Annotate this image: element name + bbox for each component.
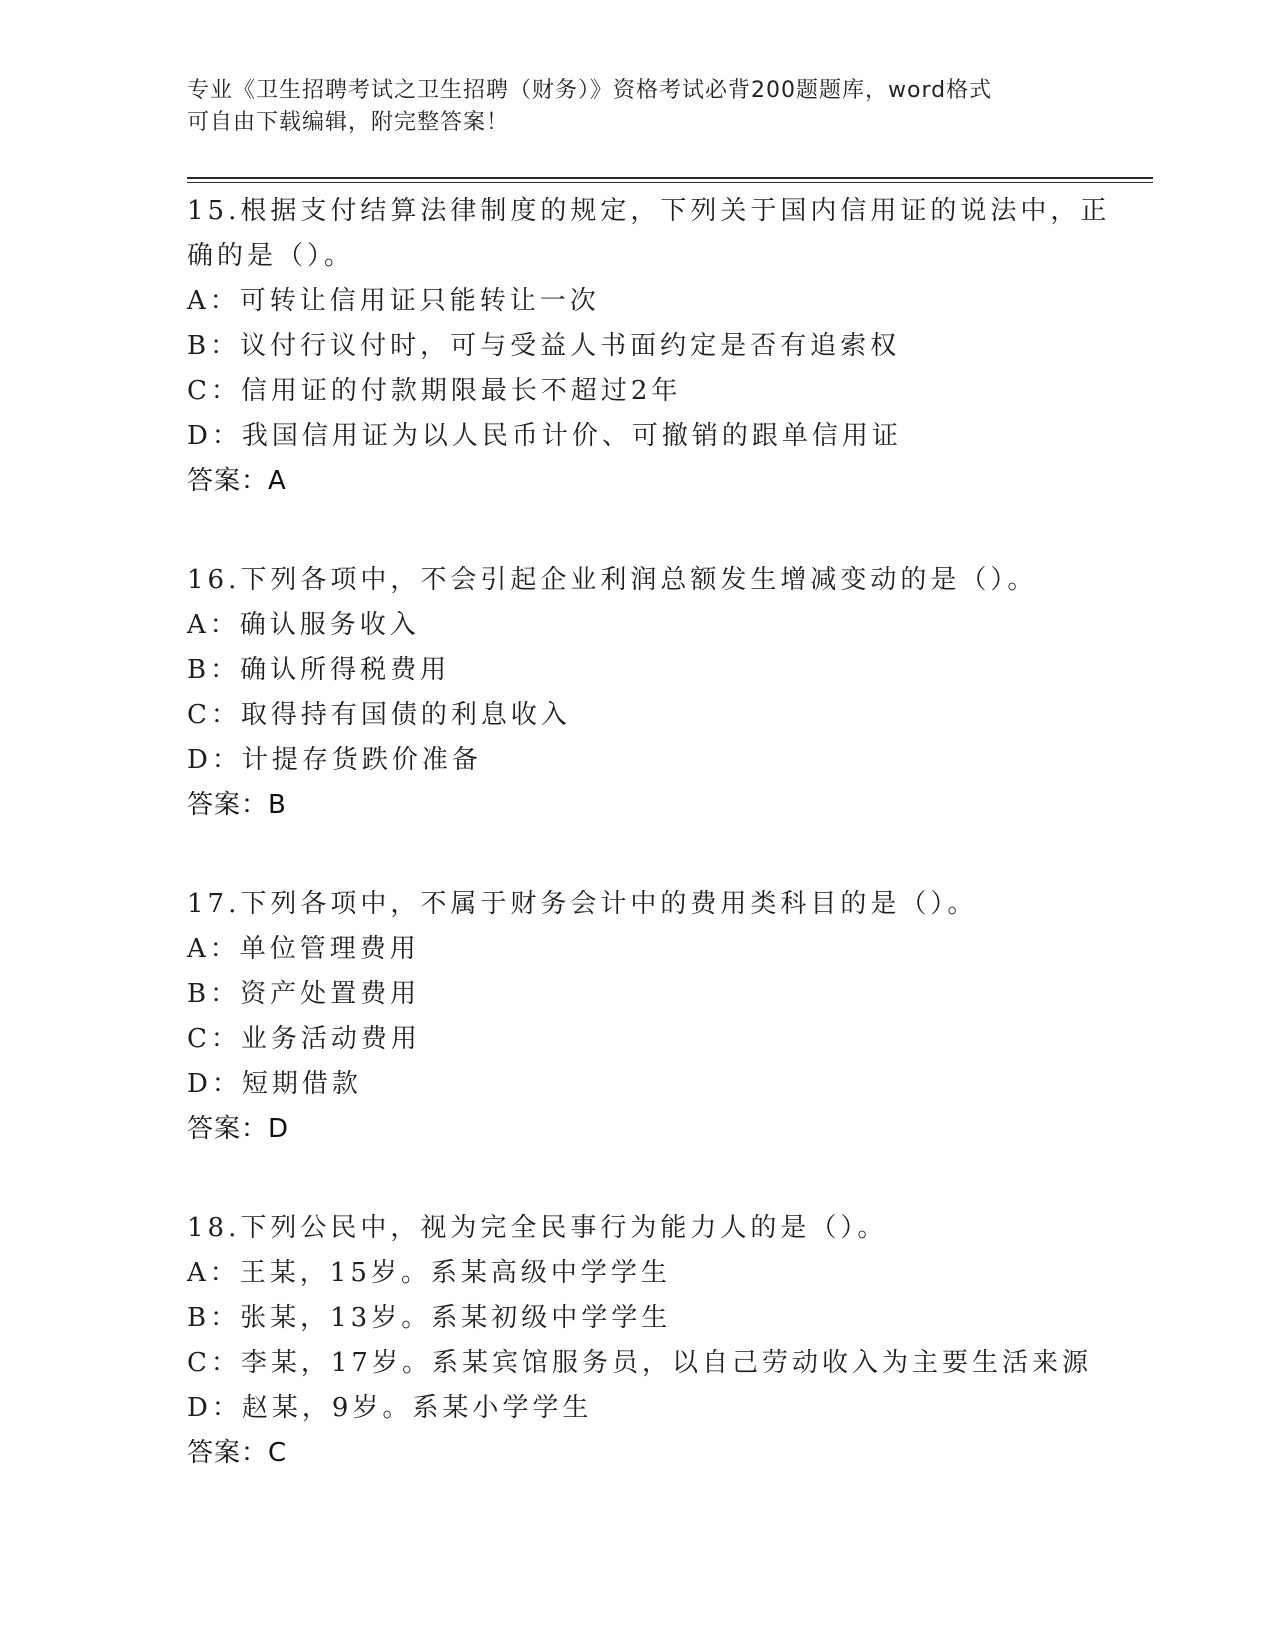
option-b: B：议付行议付时，可与受益人书面约定是否有追索权 <box>187 331 901 361</box>
question-stem: 18.下列公民中，视为完全民事行为能力人的是（）。 <box>187 1213 888 1243</box>
option-c: C：业务活动费用 <box>187 1024 421 1054</box>
option-a: A：确认服务收入 <box>187 610 420 640</box>
header-line-1: 专业《卫生招聘考试之卫生招聘（财务）》资格考试必背200题题库，word格式 <box>187 78 993 103</box>
question-stem: 17.下列各项中，不属于财务会计中的费用类科目的是（）。 <box>187 889 978 919</box>
option-a: A：王某，15岁。系某高级中学学生 <box>187 1258 671 1288</box>
question-18 <box>187 1206 1092 1476</box>
option-d: D：计提存货跌价准备 <box>187 745 482 775</box>
question-stem: 16.下列各项中，不会引起企业利润总额发生增减变动的是（）。 <box>187 565 1038 595</box>
question-stem-continued: 确的是（）。 <box>187 241 355 271</box>
option-d: D：短期借款 <box>187 1069 362 1099</box>
option-b: B：确认所得税费用 <box>187 655 451 685</box>
option-a: A：可转让信用证只能转让一次 <box>187 286 600 316</box>
question-17 <box>187 882 1087 1152</box>
question-list <box>187 189 1111 1530</box>
answer-label: 答案：D <box>187 1114 290 1144</box>
header-divider-thick <box>187 177 1153 179</box>
header-line-2: 可自由下载编辑，附完整答案！ <box>187 110 510 135</box>
question-16 <box>187 558 1087 828</box>
header-divider-thin <box>187 182 1153 183</box>
answer-label: 答案：A <box>187 466 287 496</box>
question-stem: 15.根据支付结算法律制度的规定，下列关于国内信用证的说法中，正 <box>187 196 1111 226</box>
document-header <box>187 75 1067 139</box>
option-b: B：张某，13岁。系某初级中学学生 <box>187 1303 672 1333</box>
option-c: C：取得持有国债的利息收入 <box>187 700 571 730</box>
answer-label: 答案：B <box>187 790 287 820</box>
option-c: C：信用证的付款期限最长不超过2年 <box>187 376 682 406</box>
answer-label: 答案：C <box>187 1438 288 1468</box>
option-c: C：李某，17岁。系某宾馆服务员，以自己劳动收入为主要生活来源 <box>187 1348 1092 1378</box>
question-15 <box>187 189 1111 504</box>
option-a: A：单位管理费用 <box>187 934 420 964</box>
option-d: D：我国信用证为以人民币计价、可撤销的跟单信用证 <box>187 421 902 451</box>
option-b: B：资产处置费用 <box>187 979 421 1009</box>
option-d: D：赵某，9岁。系某小学学生 <box>187 1393 593 1423</box>
